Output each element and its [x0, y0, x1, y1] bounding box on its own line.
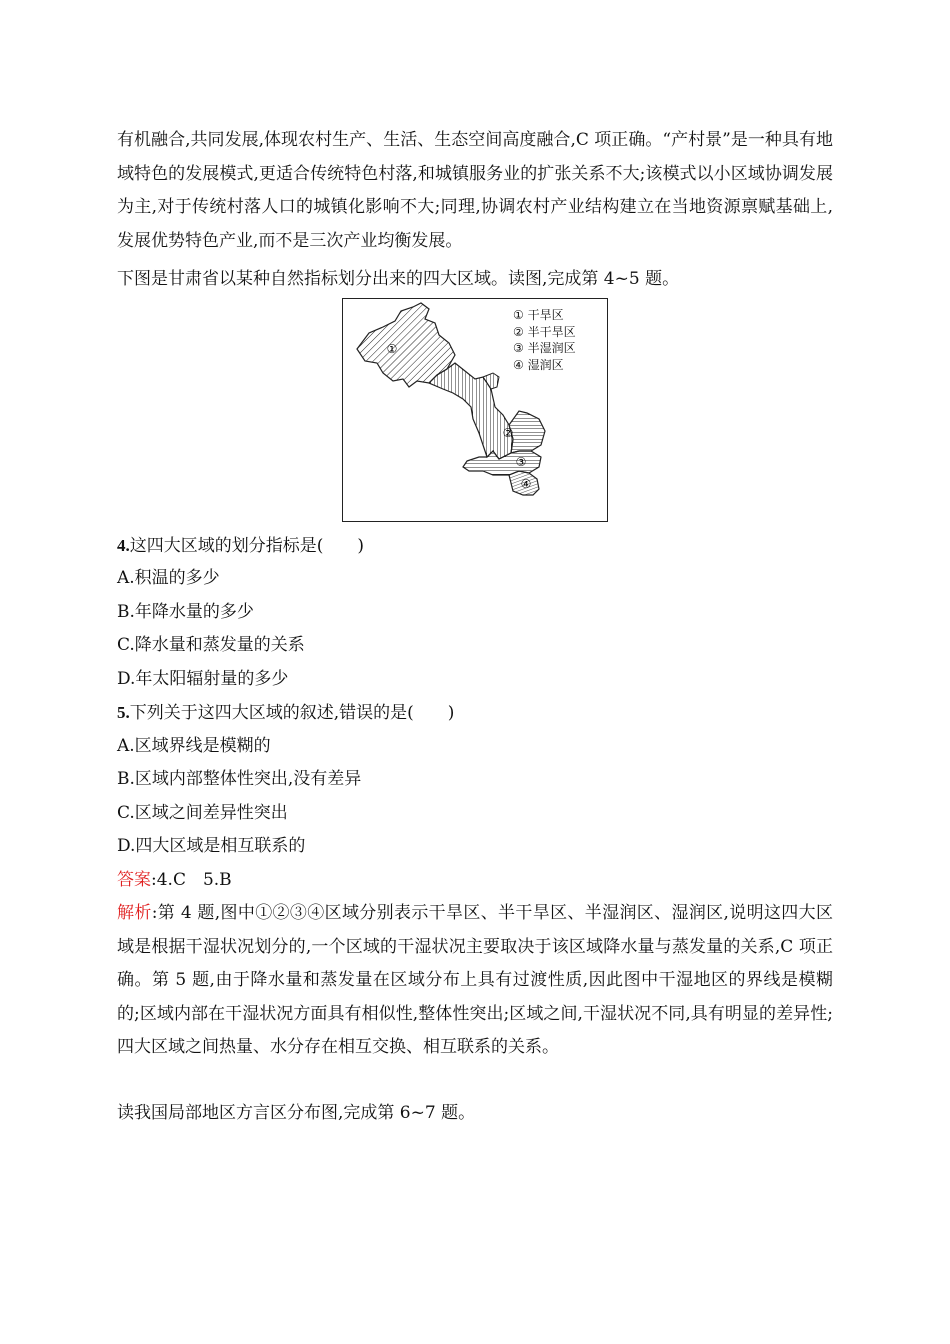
region-label-3: ③: [515, 455, 527, 469]
map-legend: [513, 307, 576, 373]
question-5-text: 下列关于这四大区域的叙述,错误的是( ): [129, 703, 455, 723]
answer-text: :4.C 5.B: [151, 870, 232, 890]
question-4-option-c: C.降水量和蒸发量的关系: [117, 635, 305, 655]
question-5-option-d: D.四大区域是相互联系的: [117, 836, 306, 856]
question-4-number: 4.: [117, 536, 130, 555]
next-intro: 读我国局部地区方言区分布图,完成第 6~7 题。: [117, 1103, 476, 1123]
question-4-option-b: B.年降水量的多少: [117, 602, 254, 622]
question-5-option-b: B.区域内部整体性突出,没有差异: [117, 769, 362, 789]
question-4-option-a: A.积温的多少: [117, 568, 220, 588]
region-semi-arid-lobe: [509, 411, 545, 453]
question-5-number: 5.: [117, 703, 130, 722]
region-semi-arid: [429, 363, 513, 459]
question-4-option-d: D.年太阳辐射量的多少: [117, 669, 289, 689]
question-5-option-a: A.区域界线是模糊的: [117, 736, 271, 756]
analysis-paragraph: [117, 897, 833, 1065]
gansu-map-figure: [342, 298, 608, 522]
answer-label: 答案: [117, 870, 151, 890]
legend-item-semi-arid: ② 半干旱区: [513, 324, 576, 339]
region-label-2: ②: [502, 426, 514, 440]
region-label-4: ④: [520, 477, 532, 491]
question-5-option-c: C.区域之间差异性突出: [117, 803, 288, 823]
region-label-1: ①: [386, 342, 398, 356]
intro-paragraph: 有机融合,共同发展,体现农村生产、生活、生态空间高度融合,C 项正确。“产村景”是一种具有地域特色的发展模式,更适合传统特色村落,和城镇服务业的扩张关系不大;该模式以小区域协调发展为主,对于传统村落人口的城镇化影响不大;同理,协调农村产业结构建立在当地资源禀赋基础上,发展优势特色产业,而不是三次产业均衡发展。: [117, 130, 833, 251]
answer-line: [117, 864, 833, 897]
question-4-stem: [117, 529, 833, 563]
legend-item-semi-humid: ③ 半湿润区: [513, 341, 576, 355]
legend-item-humid: ④ 湿润区: [513, 357, 564, 372]
question-5-stem: [117, 696, 833, 730]
legend-item-arid: ① 干旱区: [513, 308, 564, 322]
figure-intro: 下图是甘肃省以某种自然指标划分出来的四大区域。读图,完成第 4~5 题。: [117, 269, 680, 289]
analysis-text: :第 4 题,图中①②③④区域分别表示干旱区、半干旱区、半湿润区、湿润区,说明这四大区域是根据干湿状况划分的,一个区域的干湿状况主要取决于该区域降水量与蒸发量的关系,C 项正确。第 5 题,由于降水量和蒸发量在区域分布上具有过渡性质,因此图中干湿地区的界线是模糊的;区域内部在干湿状况方面具有相似性,整体性突出;区域之间,干湿状况不同,具有明显的差异性;四大区域之间热量、水分存在相互交换、相互联系的关系。: [117, 903, 833, 1057]
question-4-text: 这四大区域的划分指标是( ): [129, 536, 365, 556]
analysis-label: 解析: [117, 903, 152, 923]
